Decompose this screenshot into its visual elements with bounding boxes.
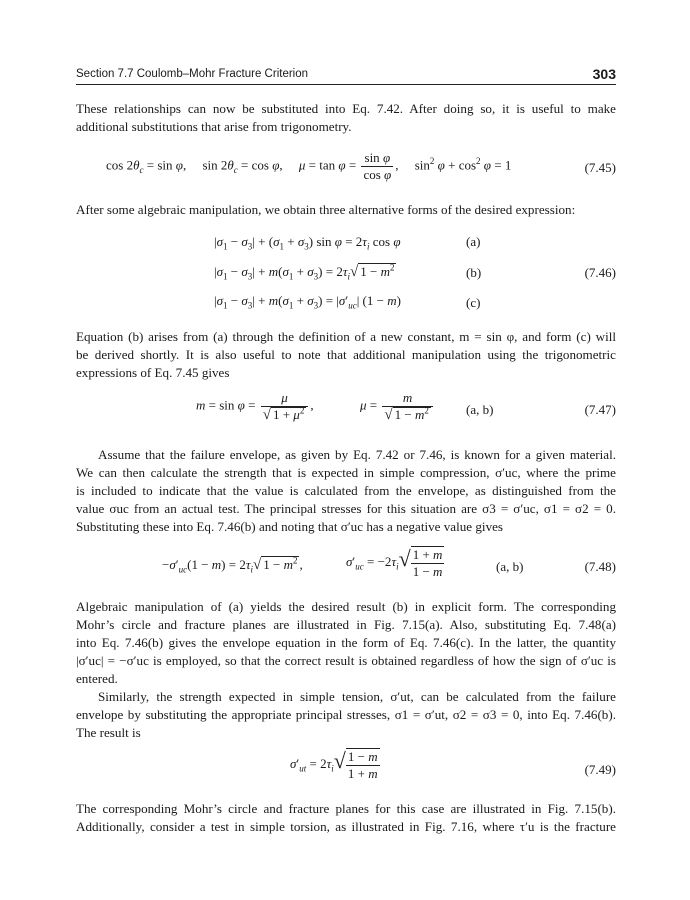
equation-label: (a, b) [496, 559, 524, 574]
paragraph-6 [76, 688, 616, 742]
equation-7-46b: $|\sigma_1 - \sigma_3| + m(\sigma_1 + \sigma_3) = 2\tau_i√$ $1 - m^2$ [214, 262, 395, 282]
equation-number: (7.46) [584, 265, 616, 280]
equation-number: (7.45) [584, 160, 616, 175]
paragraph-line: Similarly, the strength expected in simple tension, σ′ut, can be calculated from the failure [98, 689, 616, 704]
paragraph-line: additional substitutions that arise from trigonometry. [76, 119, 352, 134]
paragraph-line: envelope by substituting the appropriate principal stresses, σ1 = σ′ut, σ2 = σ3 = 0, into Eq. 7.46(b). [76, 707, 616, 722]
equation-7-46c: $|\sigma_1 - \sigma_3| + m(\sigma_1 + \sigma_3) = |\sigma'_{uc}|$ (1 − m) [214, 293, 401, 311]
paragraph-line: entered. [76, 671, 118, 686]
equation-7-46a: $|\sigma_1 - \sigma_3| + (\sigma_1 + \sigma_3)$ $\sin \varphi = 2\tau_i$ cos φ [214, 234, 401, 252]
paragraph-line: We can then calculate the strength that is expected in simple compression, σ′uc, where the prime [76, 465, 616, 480]
paragraph-7 [76, 800, 616, 836]
paragraph-line: is included to indicate that the value is calculated from the envelope, as distinguished from the [76, 483, 616, 498]
paragraph-line: These relationships can now be substituted into Eq. 7.42. After doing so, it is useful to make [76, 101, 616, 116]
equation-7-47b: μ = $\frac{m}{√ 1 - m^2}$ [360, 390, 435, 423]
paragraph-line: expressions of Eq. 7.45 gives [76, 365, 230, 380]
paragraph-line: Substituting these into Eq. 7.46(b) and noting that σ′uc has a negative value gives [76, 519, 504, 534]
equation-7-49: $\sigma'_{ut} = 2\tau_i√$ $\frac{1 - m}{1 + m}$ [290, 748, 378, 782]
equation-label: (a, b) [466, 402, 494, 417]
paragraph-2 [76, 201, 616, 219]
paragraph-line: Assume that the failure envelope, as given by Eq. 7.42 or 7.46, is known for a given material. [98, 447, 616, 462]
paragraph-line: Additionally, consider a test in simple torsion, as illustrated in Fig. 7.16, where τ′u is the fracture [76, 819, 616, 834]
paragraph-line: be derived shortly. It is also useful to note that additional manipulation using the trigonometric [76, 347, 616, 362]
paragraph-line: Algebraic manipulation of (a) yields the desired result (b) in explicit form. The corresponding [76, 599, 616, 614]
paragraph-4 [76, 446, 616, 536]
equation-7-48b: $\sigma'_{uc} = -2\tau_i√$ $\frac{1 + m}{1 - m}$ [346, 546, 443, 580]
paragraph-line: Equation (b) arises from (a) through the definition of a new constant, m = sin φ, and form (c) will [76, 329, 616, 344]
equation-label: (b) [466, 265, 482, 280]
equation-number: (7.47) [584, 402, 616, 417]
equation-label: (a) [466, 234, 481, 249]
paragraph-line: |σ′uc| = −σ′uc is employed, so that the correct result is obtained regardless of how the sign of σ′uc is [76, 653, 616, 668]
paragraph-line: into Eq. 7.46(b) gives the envelope equation in the form of Eq. 7.46(c). In the latter, the quantity [76, 635, 616, 650]
section-title: Section 7.7 Coulomb–Mohr Fracture Criterion [76, 68, 309, 80]
page-number: 303 [592, 66, 616, 82]
paragraph-line: value σuc from an actual test. The principal stresses for this situation are σ3 = σ′uc, σ1 = σ2 = 0. [76, 501, 616, 516]
running-header [76, 66, 616, 86]
header-rule [76, 84, 616, 85]
paragraph-line: Mohr’s circle and fracture planes are illustrated in Fig. 7.15(a). Also, substituting Eq. 7.48(a) [76, 617, 616, 632]
equation-label: (c) [466, 295, 481, 310]
equation-7-48a: $-\sigma'_{uc}(1 - m) = 2\tau_i√$ $1 - m^2$ , [162, 555, 303, 575]
paragraph-line: The result is [76, 725, 141, 740]
equation-7-47a: m = sin φ = $\frac{\mu}{√ 1 + \mu^2}$ , [196, 390, 314, 423]
equation-7-45: $\cos 2\theta_c = \sin \varphi$, $\sin 2\theta_c = \cos \varphi$, μ = tan φ = $\frac{\text{sin φ}}{\text{cos φ}}$ , $\sin^2 \varphi + \cos^2 \varphi = 1$ [106, 150, 512, 182]
paragraph-5 [76, 598, 616, 688]
paragraph-line: The corresponding Mohr’s circle and fracture planes for this case are illustrated in Fig. 7.15(b). [76, 801, 616, 816]
equation-number: (7.49) [584, 762, 616, 777]
equation-number: (7.48) [584, 559, 616, 574]
paragraph-3 [76, 328, 616, 382]
paragraph-line: After some algebraic manipulation, we obtain three alternative forms of the desired expression: [76, 202, 576, 217]
paragraph-1 [76, 100, 616, 136]
